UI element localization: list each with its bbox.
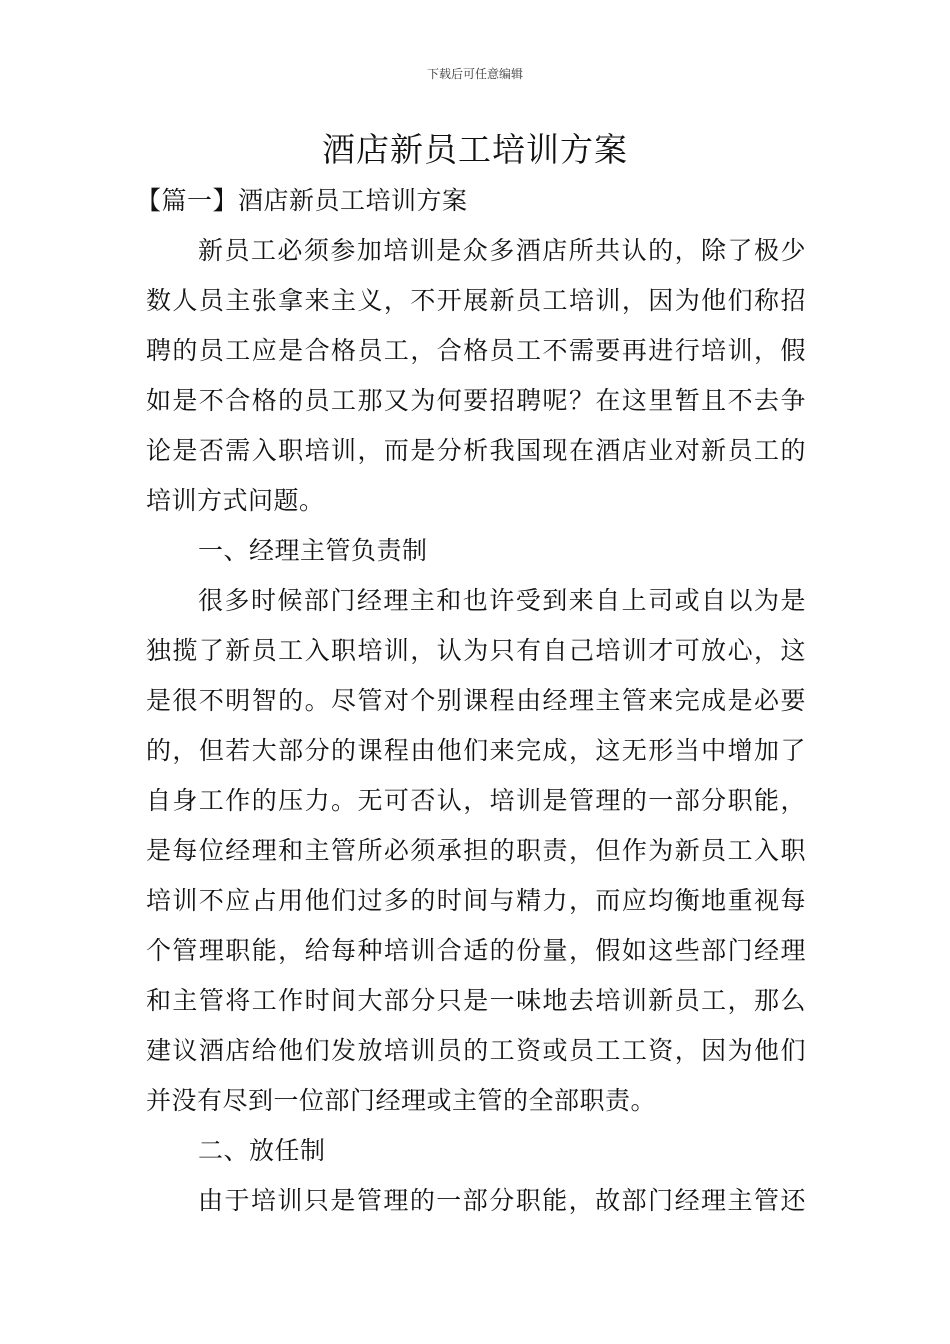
paragraph-line: 独揽了新员工入职培训，认为只有自己培训才可放心，这 <box>146 636 806 665</box>
header-note: 下载后可任意编辑 <box>426 67 523 81</box>
paragraph-line: 是很不明智的。尽管对个别课程由经理主管来完成是必要 <box>146 686 806 715</box>
paragraph-line: 论是否需入职培训，而是分析我国现在酒店业对新员工的 <box>146 436 806 465</box>
paragraph-line: 和主管将工作时间大部分只是一味地去培训新员工，那么 <box>146 986 806 1015</box>
subheading-two: 二、放任制 <box>198 1136 326 1165</box>
paragraph-line: 个管理职能，给每种培训合适的份量，假如这些部门经理 <box>146 936 806 965</box>
document-title: 酒店新员工培训方案 <box>322 130 628 169</box>
paragraph-line: 的，但若大部分的课程由他们来完成，这无形当中增加了 <box>146 736 806 765</box>
paragraph-line: 很多时候部门经理主和也许受到来自上司或自以为是 <box>198 586 806 615</box>
paragraph-line: 建议酒店给他们发放培训员的工资或员工工资，因为他们 <box>146 1036 806 1065</box>
paragraph-line: 由于培训只是管理的一部分职能，故部门经理主管还 <box>198 1186 806 1215</box>
paragraph-line: 新员工必须参加培训是众多酒店所共认的，除了极少 <box>198 236 806 265</box>
paragraph-line: 培训方式问题。 <box>146 486 325 515</box>
paragraph-line: 聘的员工应是合格员工，合格员工不需要再进行培训，假 <box>146 336 806 365</box>
paragraph-line: 自身工作的压力。无可否认，培训是管理的一部分职能， <box>146 786 806 815</box>
paragraph-line: 如是不合格的员工那又为何要招聘呢？在这里暂且不去争 <box>146 386 806 415</box>
document-body <box>136 176 806 1226</box>
paragraph-line: 数人员主张拿来主义，不开展新员工培训，因为他们称招 <box>146 286 806 315</box>
paragraph-line: 是每位经理和主管所必须承担的职责，但作为新员工入职 <box>146 836 806 865</box>
subheading-one: 一、经理主管负责制 <box>198 536 428 565</box>
paragraph-line: 培训不应占用他们过多的时间与精力，而应均衡地重视每 <box>146 886 806 915</box>
paragraph-line: 并没有尽到一位部门经理或主管的全部职责。 <box>146 1086 657 1115</box>
section-heading-part-one: 【篇一】酒店新员工培训方案 <box>136 186 468 215</box>
